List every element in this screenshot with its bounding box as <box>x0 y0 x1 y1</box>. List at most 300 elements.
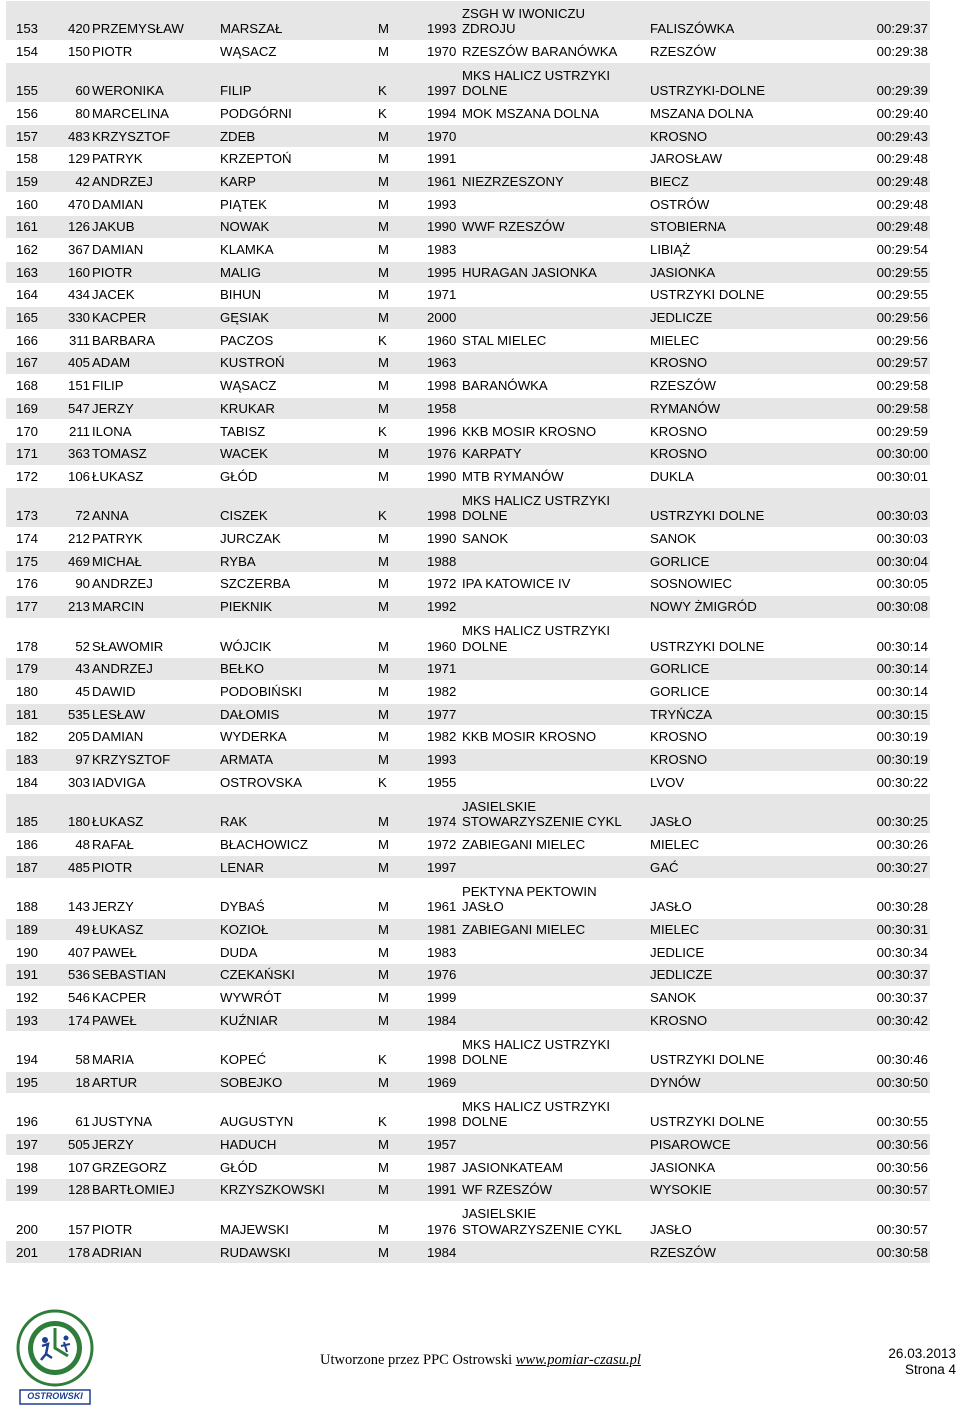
city-cell: KROSNO <box>650 729 708 745</box>
time-cell: 00:30:03 <box>876 531 928 547</box>
bib-number-cell: 505 <box>67 1136 90 1152</box>
bib-number-cell: 469 <box>67 553 90 569</box>
last-name-cell: MARSZAŁ <box>220 21 283 36</box>
birth-year-cell: 1997 <box>427 83 457 99</box>
sex-cell: M <box>378 1012 389 1028</box>
city-cell: JASIONKA <box>650 1159 716 1175</box>
birth-year-cell: 1990 <box>427 468 457 484</box>
sex-cell: M <box>378 944 389 960</box>
last-name-cell: WYDERKA <box>220 729 287 745</box>
birth-year-cell: 1971 <box>427 661 457 677</box>
bib-number-cell: 178 <box>67 1244 90 1260</box>
time-cell: 00:30:57 <box>876 1221 928 1237</box>
table-row <box>6 726 930 749</box>
time-cell: 00:29:55 <box>876 264 928 280</box>
table-row <box>6 919 930 942</box>
position-cell: 153 <box>16 21 39 36</box>
bib-number-cell: 90 <box>75 576 90 592</box>
time-cell: 00:30:25 <box>876 814 928 830</box>
bib-number-cell: 546 <box>67 989 90 1005</box>
city-cell: MSZANA DOLNA <box>650 105 754 121</box>
bib-number-cell: 174 <box>67 1012 90 1028</box>
position-cell: 156 <box>16 105 39 121</box>
first-name-cell: JACEK <box>92 287 135 303</box>
last-name-cell: RUDAWSKI <box>220 1244 291 1260</box>
position-cell: 169 <box>16 400 39 416</box>
last-name-cell: OSTROVSKA <box>220 774 303 790</box>
logo-wordmark: OSTROWSKI <box>27 1391 83 1401</box>
sex-cell: M <box>378 43 389 59</box>
first-name-cell: WERONIKA <box>92 83 164 99</box>
position-cell: 181 <box>16 706 39 722</box>
table-row <box>6 443 930 466</box>
bib-number-cell: 434 <box>67 287 90 303</box>
time-cell: 00:30:14 <box>876 661 928 677</box>
last-name-cell: NOWAK <box>220 219 270 235</box>
bib-number-cell: 151 <box>67 378 90 394</box>
birth-year-cell: 1984 <box>427 1244 457 1260</box>
city-cell: USTRZYKI DOLNE <box>650 287 765 303</box>
bib-number-cell: 212 <box>67 531 90 547</box>
birth-year-cell: 1960 <box>427 638 457 654</box>
city-cell: LVOV <box>650 774 685 790</box>
last-name-cell: ARMATA <box>220 752 273 768</box>
last-name-cell: MAJEWSKI <box>220 1221 289 1237</box>
last-name-cell: KUSTROŃ <box>220 355 285 371</box>
time-cell: 00:30:31 <box>876 921 928 937</box>
club-cell: STAL MIELEC <box>462 332 547 348</box>
footer-credit-text: Utworzone przez PPC Ostrowski <box>320 1352 516 1368</box>
birth-year-cell: 1987 <box>427 1159 457 1175</box>
bib-number-cell: 60 <box>75 83 90 99</box>
bib-number-cell: 18 <box>75 1074 90 1090</box>
sex-cell: M <box>378 836 389 852</box>
city-cell: USTRZYKI-DOLNE <box>650 83 766 99</box>
sex-cell: K <box>378 105 387 121</box>
bib-number-cell: 420 <box>67 21 90 36</box>
time-cell: 00:29:54 <box>876 242 928 257</box>
birth-year-cell: 1995 <box>427 264 457 280</box>
time-cell: 00:29:56 <box>876 332 928 348</box>
sex-cell: M <box>378 706 389 722</box>
bib-number-cell: 547 <box>67 400 90 416</box>
bib-number-cell: 42 <box>75 173 90 189</box>
first-name-cell: PIOTR <box>92 1221 133 1237</box>
city-cell: TRYŃCZA <box>650 706 713 722</box>
position-cell: 183 <box>16 752 39 768</box>
time-cell: 00:29:40 <box>876 105 928 121</box>
sex-cell: M <box>378 989 389 1005</box>
birth-year-cell: 1982 <box>427 729 457 745</box>
position-cell: 172 <box>16 468 39 484</box>
city-cell: SOSNOWIEC <box>650 576 733 592</box>
bib-number-cell: 407 <box>67 944 90 960</box>
city-cell: DYNÓW <box>650 1074 701 1090</box>
club-cell: KARPATY <box>462 446 522 462</box>
city-cell: RYMANÓW <box>650 400 721 416</box>
time-cell: 00:29:59 <box>876 423 928 439</box>
sex-cell: M <box>378 468 389 484</box>
city-cell: JAROSŁAW <box>650 151 723 167</box>
last-name-cell: DYBAŚ <box>220 899 265 915</box>
position-cell: 176 <box>16 576 39 592</box>
birth-year-cell: 1994 <box>427 105 457 121</box>
table-row <box>6 1156 930 1179</box>
city-cell: WYSOKIE <box>650 1182 712 1198</box>
sex-cell: M <box>378 128 389 144</box>
city-cell: USTRZYKI DOLNE <box>650 1114 765 1130</box>
table-row <box>6 375 930 398</box>
sex-cell: K <box>378 1114 387 1130</box>
last-name-cell: PIĄTEK <box>220 196 267 212</box>
table-row <box>6 1134 930 1157</box>
first-name-cell: PRZEMYSŁAW <box>92 21 184 36</box>
club-cell: SANOK <box>462 531 509 547</box>
time-cell: 00:30:50 <box>876 1074 928 1090</box>
table-row <box>6 466 930 489</box>
city-cell: USTRZYKI DOLNE <box>650 1052 765 1068</box>
city-cell: GORLICE <box>650 553 710 569</box>
time-cell: 00:30:42 <box>876 1012 928 1028</box>
bib-number-cell: 303 <box>67 774 90 790</box>
birth-year-cell: 1976 <box>427 1221 457 1237</box>
first-name-cell: DAMIAN <box>92 242 144 257</box>
table-row <box>6 964 930 987</box>
time-cell: 00:29:48 <box>876 219 928 235</box>
sex-cell: K <box>378 1052 387 1068</box>
bib-number-cell: 72 <box>75 508 90 524</box>
position-cell: 188 <box>16 899 39 915</box>
club-cell: MKS HALICZ USTRZYKI DOLNE <box>462 492 611 524</box>
position-cell: 165 <box>16 310 39 326</box>
city-cell: KROSNO <box>650 752 708 768</box>
table-row <box>6 573 930 596</box>
position-cell: 177 <box>16 599 39 615</box>
position-cell: 173 <box>16 508 39 524</box>
city-cell: JEDLICZE <box>650 310 713 326</box>
first-name-cell: GRZEGORZ <box>92 1159 167 1175</box>
last-name-cell: AUGUSTYN <box>220 1114 294 1130</box>
first-name-cell: MARCIN <box>92 599 145 615</box>
first-name-cell: LESŁAW <box>92 706 146 722</box>
city-cell: JASŁO <box>650 814 692 830</box>
birth-year-cell: 1991 <box>427 1182 457 1198</box>
last-name-cell: KRUKAR <box>220 400 275 416</box>
club-cell: JASIELSKIE STOWARZYSZENIE CYKL <box>462 798 622 830</box>
birth-year-cell: 2000 <box>427 310 457 326</box>
bib-number-cell: 80 <box>75 105 90 121</box>
sex-cell: M <box>378 921 389 937</box>
table-row <box>6 330 930 353</box>
sex-cell: M <box>378 21 389 36</box>
sex-cell: M <box>378 378 389 394</box>
birth-year-cell: 1974 <box>427 814 457 830</box>
sex-cell: M <box>378 638 389 654</box>
city-cell: SANOK <box>650 989 697 1005</box>
sex-cell: M <box>378 599 389 615</box>
club-cell: JASIELSKIE STOWARZYSZENIE CYKL <box>462 1206 622 1237</box>
bib-number-cell: 143 <box>67 899 90 915</box>
table-row <box>6 772 930 795</box>
last-name-cell: KRZEPTOŃ <box>220 151 292 167</box>
time-cell: 00:30:03 <box>876 508 928 524</box>
bib-number-cell: 58 <box>75 1052 90 1068</box>
sex-cell: M <box>378 151 389 167</box>
footer-credit <box>320 1352 641 1369</box>
position-cell: 195 <box>16 1074 39 1090</box>
birth-year-cell: 1993 <box>427 752 457 768</box>
bib-number-cell: 213 <box>67 599 90 615</box>
first-name-cell: PAWEŁ <box>92 944 137 960</box>
time-cell: 00:30:26 <box>876 836 928 852</box>
last-name-cell: DUDA <box>220 944 258 960</box>
birth-year-cell: 1999 <box>427 989 457 1005</box>
last-name-cell: ZDEB <box>220 128 256 144</box>
table-row <box>6 1179 930 1202</box>
first-name-cell: IADVIGA <box>92 774 146 790</box>
bib-number-cell: 470 <box>67 196 90 212</box>
time-cell: 00:30:57 <box>876 1182 928 1198</box>
table-row <box>6 307 930 330</box>
last-name-cell: WÓJCIK <box>220 638 272 654</box>
first-name-cell: MARCELINA <box>92 105 169 121</box>
first-name-cell: ADAM <box>92 355 131 371</box>
table-row <box>6 488 930 528</box>
last-name-cell: RAK <box>220 814 248 830</box>
club-cell: KKB MOSIR KROSNO <box>462 423 597 439</box>
birth-year-cell: 1958 <box>427 400 457 416</box>
bib-number-cell: 45 <box>75 684 90 699</box>
time-cell: 00:30:56 <box>876 1159 928 1175</box>
first-name-cell: ANNA <box>92 508 129 524</box>
sex-cell: M <box>378 1221 389 1237</box>
city-cell: MIELEC <box>650 836 700 852</box>
city-cell: MIELEC <box>650 332 700 348</box>
position-cell: 160 <box>16 196 39 212</box>
time-cell: 00:30:34 <box>876 944 928 960</box>
table-row <box>6 681 930 704</box>
bib-number-cell: 97 <box>75 752 90 768</box>
time-cell: 00:29:38 <box>876 43 928 59</box>
first-name-cell: MARIA <box>92 1052 134 1068</box>
first-name-cell: ADRIAN <box>92 1244 142 1260</box>
position-cell: 157 <box>16 128 39 144</box>
sex-cell: M <box>378 1182 389 1198</box>
birth-year-cell: 1996 <box>427 423 457 439</box>
table-row <box>6 125 930 148</box>
city-cell: NOWY ŻMIGRÓD <box>650 599 757 615</box>
position-cell: 198 <box>16 1159 39 1175</box>
time-cell: 00:30:04 <box>876 553 928 569</box>
table-row <box>6 941 930 964</box>
website-link[interactable]: www.pomiar-czasu.pl <box>515 1352 641 1368</box>
table-row <box>6 704 930 727</box>
sex-cell: M <box>378 899 389 915</box>
birth-year-cell: 1971 <box>427 287 457 303</box>
position-cell: 179 <box>16 661 39 677</box>
sex-cell: M <box>378 752 389 768</box>
sex-cell: M <box>378 196 389 212</box>
table-row <box>6 1072 930 1095</box>
table-row <box>6 794 930 834</box>
position-cell: 194 <box>16 1052 39 1068</box>
sex-cell: M <box>378 242 389 257</box>
birth-year-cell: 1961 <box>427 173 457 189</box>
time-cell: 00:30:37 <box>876 967 928 983</box>
sex-cell: K <box>378 332 387 348</box>
time-cell: 00:30:19 <box>876 729 928 745</box>
table-row <box>6 284 930 307</box>
sex-cell: K <box>378 508 387 524</box>
city-cell: KROSNO <box>650 1012 708 1028</box>
bib-number-cell: 367 <box>67 242 90 257</box>
time-cell: 00:29:43 <box>876 128 928 144</box>
results-table <box>6 1 930 1264</box>
last-name-cell: WYWRÓT <box>220 989 282 1005</box>
club-cell: PEKTYNA PEKTOWIN JASŁO <box>462 883 597 915</box>
birth-year-cell: 1990 <box>427 219 457 235</box>
first-name-cell: KACPER <box>92 989 147 1005</box>
table-row <box>6 216 930 239</box>
city-cell: RZESZÓW <box>650 1244 716 1260</box>
table-row <box>6 1094 930 1134</box>
time-cell: 00:30:37 <box>876 989 928 1005</box>
bib-number-cell: 311 <box>68 332 90 348</box>
sex-cell: M <box>378 967 389 983</box>
city-cell: KROSNO <box>650 355 708 371</box>
position-cell: 170 <box>16 423 39 439</box>
time-cell: 00:30:28 <box>876 899 928 915</box>
last-name-cell: PIEKNIK <box>220 599 273 615</box>
last-name-cell: CISZEK <box>220 508 268 524</box>
birth-year-cell: 1972 <box>427 836 457 852</box>
club-cell: RZESZÓW BARANÓWKA <box>462 43 618 59</box>
city-cell: FALISZÓWKA <box>650 21 735 36</box>
sex-cell: M <box>378 576 389 592</box>
position-cell: 167 <box>16 355 39 371</box>
sex-cell: M <box>378 400 389 416</box>
table-row <box>6 1009 930 1032</box>
last-name-cell: BEŁKO <box>220 661 264 677</box>
first-name-cell: RAFAŁ <box>92 836 134 852</box>
city-cell: KROSNO <box>650 128 708 144</box>
bib-number-cell: 405 <box>67 355 90 371</box>
time-cell: 00:29:58 <box>876 400 928 416</box>
time-cell: 00:30:08 <box>876 599 928 615</box>
bib-number-cell: 205 <box>67 729 90 745</box>
time-cell: 00:29:48 <box>876 151 928 167</box>
sex-cell: K <box>378 83 387 99</box>
sex-cell: M <box>378 264 389 280</box>
city-cell: KROSNO <box>650 446 708 462</box>
club-cell: MOK MSZANA DOLNA <box>462 105 600 121</box>
first-name-cell: PIOTR <box>92 43 133 59</box>
club-cell: MKS HALICZ USTRZYKI DOLNE <box>462 67 611 99</box>
first-name-cell: ŁUKASZ <box>92 814 144 830</box>
sex-cell: M <box>378 661 389 677</box>
city-cell: STOBIERNA <box>650 219 726 235</box>
time-cell: 00:29:48 <box>876 173 928 189</box>
first-name-cell: JAKUB <box>92 219 135 235</box>
position-cell: 184 <box>16 774 39 790</box>
first-name-cell: DAMIAN <box>92 729 144 745</box>
position-cell: 189 <box>16 921 39 937</box>
bib-number-cell: 43 <box>75 661 90 677</box>
table-row <box>6 596 930 619</box>
sex-cell: K <box>378 423 387 439</box>
footer-page-number: Strona 4 <box>904 1362 956 1377</box>
time-cell: 00:29:37 <box>876 21 928 36</box>
birth-year-cell: 1993 <box>427 196 457 212</box>
first-name-cell: FILIP <box>92 378 124 394</box>
city-cell: RZESZÓW <box>650 378 716 394</box>
time-cell: 00:29:39 <box>876 83 928 99</box>
first-name-cell: DAWID <box>92 684 136 699</box>
bib-number-cell: 363 <box>67 446 90 462</box>
birth-year-cell: 1976 <box>427 446 457 462</box>
last-name-cell: KUŹNIAR <box>220 1012 278 1028</box>
table-row <box>6 148 930 171</box>
position-cell: 186 <box>16 836 39 852</box>
last-name-cell: RYBA <box>220 553 256 569</box>
bib-number-cell: 157 <box>67 1221 90 1237</box>
time-cell: 00:29:56 <box>876 310 928 326</box>
bib-number-cell: 106 <box>67 468 90 484</box>
club-cell: WF RZESZÓW <box>462 1182 553 1198</box>
first-name-cell: ŁUKASZ <box>92 468 144 484</box>
first-name-cell: ARTUR <box>92 1074 138 1090</box>
time-cell: 00:30:55 <box>876 1114 928 1130</box>
club-cell: ZABIEGANI MIELEC <box>462 921 586 937</box>
position-cell: 159 <box>16 173 39 189</box>
position-cell: 196 <box>16 1114 39 1130</box>
birth-year-cell: 1984 <box>427 1012 457 1028</box>
table-row <box>6 1202 930 1242</box>
sex-cell: M <box>378 729 389 745</box>
position-cell: 175 <box>16 553 39 569</box>
last-name-cell: LENAR <box>220 859 264 875</box>
city-cell: USTRZYKI DOLNE <box>650 508 765 524</box>
sex-cell: M <box>378 1074 389 1090</box>
position-cell: 158 <box>16 151 39 167</box>
last-name-cell: JURCZAK <box>220 531 281 547</box>
table-row <box>6 103 930 126</box>
last-name-cell: KRZYSZKOWSKI <box>220 1182 325 1198</box>
table-row <box>6 528 930 551</box>
city-cell: USTRZYKI DOLNE <box>650 638 765 654</box>
birth-year-cell: 1991 <box>427 151 457 167</box>
last-name-cell: TABISZ <box>220 423 266 439</box>
table-row <box>6 171 930 194</box>
club-cell: MKS HALICZ USTRZYKI DOLNE <box>462 1036 611 1068</box>
first-name-cell: PATRYK <box>92 151 143 167</box>
table-row <box>6 1032 930 1072</box>
first-name-cell: JERZY <box>92 400 134 416</box>
table-row <box>6 63 930 103</box>
birth-year-cell: 1963 <box>427 355 457 371</box>
ppc-ostrowski-logo <box>12 1308 98 1406</box>
time-cell: 00:30:14 <box>876 638 928 654</box>
birth-year-cell: 1960 <box>427 332 457 348</box>
time-cell: 00:29:58 <box>876 378 928 394</box>
position-cell: 201 <box>16 1244 39 1260</box>
first-name-cell: MICHAŁ <box>92 553 142 569</box>
bib-number-cell: 180 <box>67 814 90 830</box>
table-row <box>6 987 930 1010</box>
first-name-cell: ILONA <box>92 423 132 439</box>
table-row <box>6 262 930 285</box>
position-cell: 166 <box>16 332 39 348</box>
